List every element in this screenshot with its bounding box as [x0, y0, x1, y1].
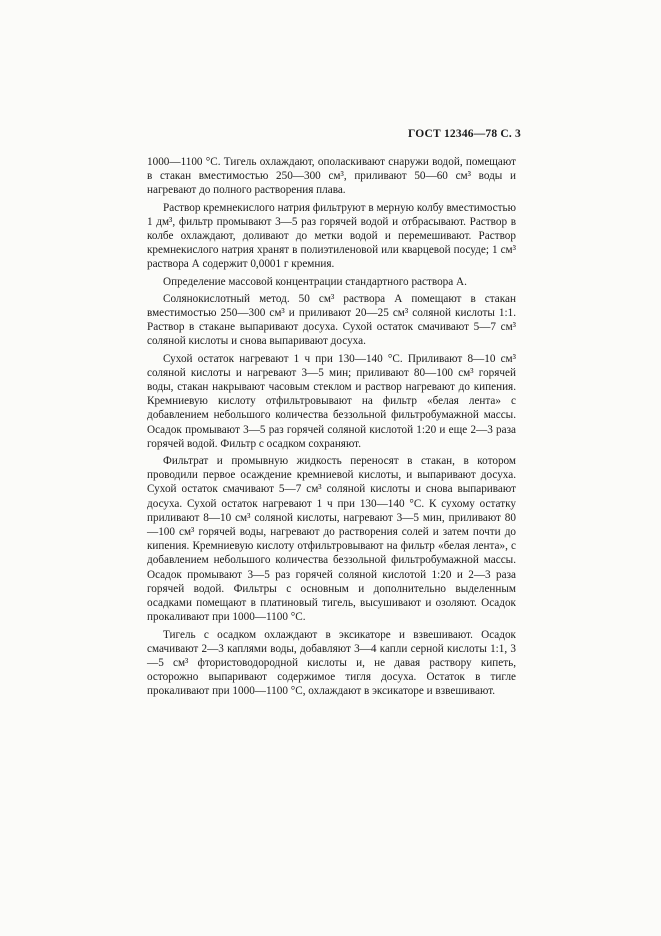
page-header: ГОСТ 12346—78 С. 3	[408, 128, 521, 140]
paragraph: Тигель с осадком охлаждают в эксикаторе и взвешивают. Осадок смачивают 2—3 каплями воды, добавляют 3—4 капли серной кислоты 1:1, 3—5 см³ фтористоводородной кислоты и, не давая раствору кипеть, осторожно выпаривают содержимое тигля досуха. Остаток в тигле прокаливают при 1000—1100 °С, охлаждают в эксикаторе и взвешивают.	[147, 628, 516, 698]
paragraph: Солянокислотный метод. 50 см³ раствора А помещают в стакан вместимостью 250—300 см³ и приливают 20—25 см³ соляной кислоты 1:1. Раствор в стакане выпаривают досуха. Сухой остаток смачивают 5—7 см³ соляной кислоты и снова выпаривают досуха.	[147, 292, 516, 348]
paragraph: Сухой остаток нагревают 1 ч при 130—140 °С. Приливают 8—10 см³ соляной кислоты и нагревают 3—5 мин; приливают 80—100 см³ горячей воды, стакан накрывают часовым стеклом и раствор нагревают до кипения. Кремниевую кислоту отфильтровывают на фильтр «белая лента» с добавлением небольшого количества беззольной фильтробумажной массы. Осадок промывают 3—5 раз горячей соляной кислотой 1:20 и еще 2—3 раза горячей водой. Фильтр с осадком сохраняют.	[147, 352, 516, 450]
paragraph: Определение массовой концентрации стандартного раствора А.	[163, 275, 467, 288]
paragraph: 1000—1100 °С. Тигель охлаждают, ополаскивают снаружи водой, помещают в стакан вместимостью 250—300 см³, приливают 50—60 см³ воды и нагревают до полного растворения плава.	[147, 156, 516, 197]
paragraph: Фильтрат и промывную жидкость переносят в стакан, в котором проводили первое осаждение кремниевой кислоты, и выпаривают досуха. Сухой остаток смачивают 5—7 см³ соляной кислоты и снова выпаривают досуха. Сухой остаток нагревают 1 ч при 130—140 °С. К сухому остатку приливают 8—10 см³ соляной кислоты, нагревают 3—5 мин, приливают 80—100 см³ горячей воды, нагревают до растворения солей и затем почти до кипения. Кремниевую кислоту отфильтровывают на фильтр «белая лента», с добавлением небольшого количества беззольной фильтробумажной массы. Осадок промывают 3—5 раз горячей соляной кислотой 1:20 и 2—3 раза горячей водой. Фильтры с основным и дополнительно выделенным осадками помещают в платиновый тигель, высушивают и озоляют. Осадок прокаливают при 1000—1100 °С.	[147, 455, 516, 624]
paragraph: Раствор кремнекислого натрия фильтруют в мерную колбу вместимостью 1 дм³, фильтр промывают 3—5 раз горячей водой и отбрасывают. Раствор в колбе охлаждают, доливают до метки водой и перемешивают. Раствор кремнекислого натрия хранят в полиэтиленовой или кварцевой посуде; 1 см³ раствора А содержит 0,0001 г кремния.	[147, 201, 516, 271]
document-body	[147, 155, 516, 702]
